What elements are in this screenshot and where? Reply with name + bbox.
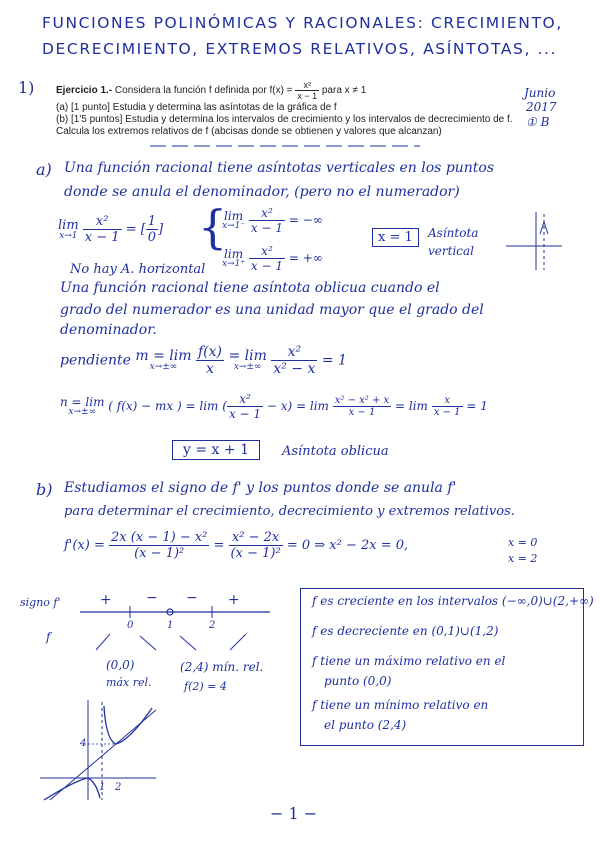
part-b-text2: para determinar el crecimiento, decrecimiento y extremos relativos. — [64, 504, 515, 519]
part-a-text1: Una función racional tiene asíntotas verticales en los puntos — [64, 160, 495, 176]
conclusion-5: f tiene un mínimo relativo en — [312, 698, 489, 712]
date-year: 2017 — [526, 100, 557, 114]
sign-3: − — [186, 590, 198, 606]
slope-calc: pendiente m = lim x→±∞ $\frac{f(x)}{x}$ = lim x→±∞ $\frac{\text{x²}}{\text{x² − x}}$ = 1 — [60, 344, 347, 377]
right-limit: lim x→1⁺ $\frac{\text{x²}}{x - 1}$ = +∞ — [222, 244, 323, 273]
max-point: (0,0) — [106, 658, 135, 672]
intercept-calc: n = lim x→±∞ ( f(x) − mx ) = lim ( $\frac{\text{x²}}{x - 1}$ − x) = lim $\frac{\text{x² − x² + x}}{x - 1}$ = lim $\frac{x}{x - 1}$ = 1 — [60, 392, 488, 421]
conclusion-1: f es creciente en los intervalos (−∞,0)∪(2,+∞) — [312, 594, 594, 608]
oblique-text3: denominador. — [60, 322, 157, 338]
f-label: f — [46, 630, 51, 644]
vertical-label1: Asíntota — [428, 226, 479, 240]
tick-1: 1 — [167, 620, 174, 631]
sign-1: + — [100, 592, 112, 608]
brace: { — [198, 200, 228, 254]
part-b-text1: Estudiamos el signo de f' y los puntos donde se anula f' — [64, 480, 457, 496]
oblique-text2: grado del numerador es una unidad mayor que el grado del — [60, 302, 484, 318]
vertical-label2: vertical — [428, 244, 474, 258]
page-number: − 1 − — [270, 804, 318, 823]
f-of-2: f(2) = 4 — [184, 680, 227, 693]
part-a-label: a) — [36, 160, 52, 179]
left-limit: lim x→1⁻ $\frac{\text{x²}}{x - 1}$ = −∞ — [222, 206, 323, 235]
vertical-limit: lim x→1 $\frac{\text{x²}}{x - 1}$ = [ $\frac{1}{0}$ ] — [58, 214, 164, 245]
separator-line — [0, 138, 600, 158]
graph-x2-label: 2 — [115, 782, 122, 793]
sign-label: signo f' — [20, 596, 61, 609]
conclusion-2: f es decreciente en (0,1)∪(1,2) — [312, 624, 499, 638]
derivative-calc: f'(x) = $\frac{\text{2x (x − 1) − x²}}{\text{(x − 1)²}}$ = $\frac{\text{x² − 2x}}{\text{(x − 1)²}}$ = 0 ⇒ x² − 2x = 0, — [64, 530, 409, 561]
oblique-asymptote-box: y = x + 1 — [172, 440, 260, 460]
no-horizontal: No hay A. horizontal — [70, 262, 206, 277]
root-1: x = 0 — [508, 536, 538, 549]
sign-4: + — [228, 592, 240, 608]
conclusion-4: punto (0,0) — [324, 674, 392, 688]
exercise-part-c: Calcula los extremos relativos de f (abcisas donde se obtienen y valores que alcanzan) — [56, 126, 442, 137]
exercise-number: 1) — [18, 78, 35, 97]
date-month: Junio — [524, 86, 556, 100]
conclusion-3: f tiene un máximo relativo en el — [312, 654, 506, 668]
sign-2: − — [146, 590, 158, 606]
function-fraction: $\frac{\text{x²}}{x - 1}$ — [297, 80, 318, 101]
oblique-label: Asíntota oblicua — [282, 444, 389, 459]
page-title-line1: FUNCIONES POLINÓMICAS Y RACIONALES: CRECIMIENTO, — [42, 14, 563, 32]
part-b-label: b) — [36, 480, 53, 499]
vertical-asymptote-sketch — [506, 212, 566, 272]
tick-2: 2 — [209, 620, 216, 631]
exercise-heading: Ejercicio 1.- — [56, 85, 113, 97]
part-a-text2: donde se anula el denominador, (pero no el numerador) — [64, 184, 460, 200]
root-2: x = 2 — [508, 552, 538, 565]
conclusion-6: el punto (2,4) — [324, 718, 407, 732]
exam-option: ① B — [526, 115, 550, 129]
page-title-line2: DECRECIMIENTO, EXTREMOS RELATIVOS, ASÍNTOTAS, ... — [42, 40, 558, 58]
exercise-part-b: (b) [1'5 puntos] Estudia y determina los intervalos de crecimiento y los intervalos de decrecimiento de f. — [56, 114, 513, 125]
min-point: (2,4) mín. rel. — [180, 660, 264, 674]
tick-0: 0 — [127, 620, 134, 631]
vertical-asymptote-box: x = 1 — [372, 228, 419, 247]
oblique-text1: Una función racional tiene asíntota oblicua cuando el — [60, 280, 440, 296]
max-label: máx rel. — [106, 676, 152, 689]
exercise-statement — [56, 80, 366, 101]
exercise-statement-end: para x ≠ 1 — [321, 85, 367, 97]
exercise-statement-text: Considera la función f definida por f(x) = — [114, 85, 293, 97]
graph-x1-label: 1 — [99, 782, 106, 793]
graph-y-label: 4 — [80, 738, 87, 749]
exercise-part-a: (a) [1 punto] Estudia y determina las asíntotas de la gráfica de f — [56, 102, 337, 113]
